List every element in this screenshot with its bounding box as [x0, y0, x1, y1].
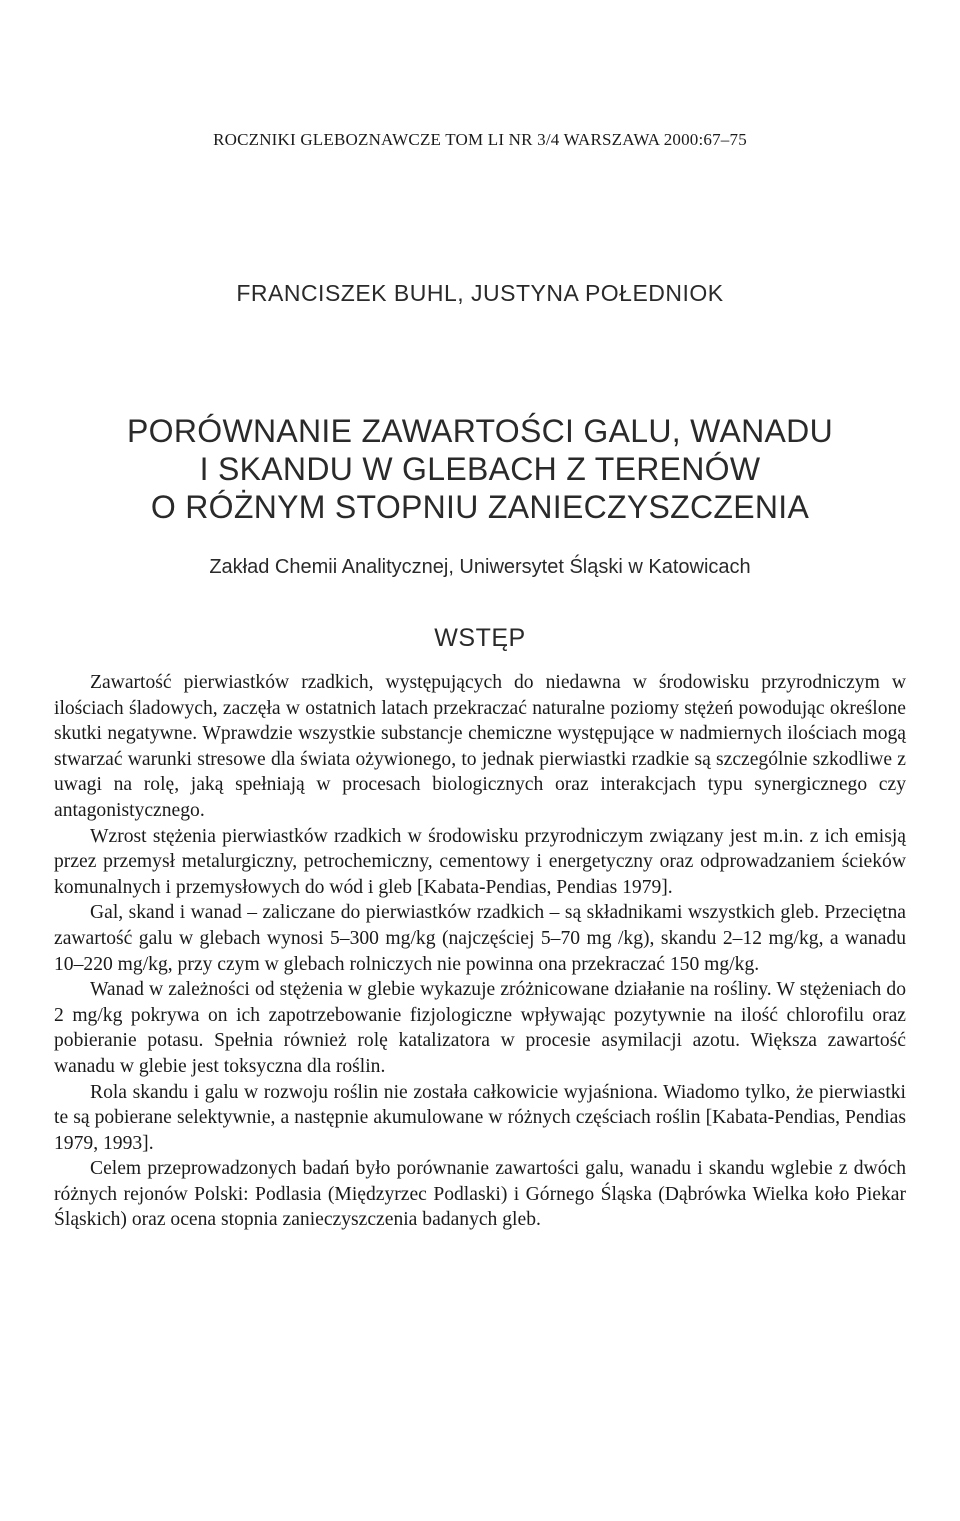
- journal-header: ROCZNIKI GLEBOZNAWCZE TOM LI NR 3/4 WARSZAWA 2000:67–75: [213, 130, 747, 149]
- paragraph: Celem przeprowadzonych badań było porównanie zawartości galu, wanadu i skandu wglebie z dwóch różnych rejonów Polski: Podlasia (Międzyrzec Podlaski) i Górnego Śląska (Dąbrówka Wielka koło Piekar Śląskich) oraz ocena stopnia zanieczyszczenia badanych gleb.: [54, 1158, 906, 1231]
- affiliation: Zakład Chemii Analitycznej, Uniwersytet Śląski w Katowicach: [209, 556, 751, 578]
- body-text: [54, 670, 906, 1233]
- title-line: PORÓWNANIE ZAWARTOŚCI GALU, WANADU: [127, 413, 833, 449]
- paragraph: Wanad w zależności od stężenia w glebie wykazuje zróżnicowane działanie na rośliny. W stężeniach do 2 mg/kg pokrywa on ich zapotrzebowanie fizjologiczne wpływając pozytywnie na ilość chlorofilu oraz pobieranie potasu. Spełnia również rolę katalizatora w procesie asymilacji azotu. Większa zawartość wanadu w glebie jest toksyczna dla roślin.: [54, 979, 906, 1077]
- paragraph: Gal, skand i wanad – zaliczane do pierwiastków rzadkich – są składnikami wszystkich gleb. Przeciętna zawartość galu w glebach wynosi 5–300 mg/kg (najczęściej 5–70 mg /kg), skandu 2–12 mg/kg, a wanadu 10–220 mg/kg, przy czym w glebach rolniczych nie powinna ona przekraczać 150 mg/kg.: [54, 902, 906, 975]
- section-heading: WSTĘP: [434, 624, 526, 652]
- paper-title: [0, 412, 960, 526]
- title-line: O RÓŻNYM STOPNIU ZANIECZYSZCZENIA: [150, 489, 810, 525]
- paragraph: Wzrost stężenia pierwiastków rzadkich w środowisku przyrodniczym związany jest m.in. z ich emisją przez przemysł metalurgiczny, petrochemiczny, cementowy i energetyczny oraz odprowadzaniem ścieków komunalnych i przemysłowych do wód i gleb [Kabata-Pendias, Pendias 1979].: [54, 825, 906, 898]
- paragraph: Zawartość pierwiastków rzadkich, występujących do niedawna w środowisku przyrodniczym w ilościach śladowych, zaczęła w ostatnich latach przekraczać naturalne poziomy stężeń powodując określone skutki negatywne. Wprawdzie wszystkie substancje chemiczne występujące w nadmiernych ilościach mogą stwarzać warunki stresowe dla świata ożywionego, to jednak pierwiastki rzadkie są szczególnie szkodliwe z uwagi na rolę, jaką spełniają w procesach biologicznych oraz interakcjach typu synergicznego czy antagonistycznego.: [54, 672, 906, 821]
- title-line: I SKANDU W GLEBACH Z TERENÓW: [199, 451, 761, 487]
- authors: FRANCISZEK BUHL, JUSTYNA POŁEDNIOK: [236, 280, 724, 306]
- paragraph: Rola skandu i galu w rozwoju roślin nie została całkowicie wyjaśniona. Wiadomo tylko, że pierwiastki te są pobierane selektywnie, a następnie akumulowane w różnych częściach roślin [Kabata-Pendias, Pendias 1979, 1993].: [54, 1081, 906, 1154]
